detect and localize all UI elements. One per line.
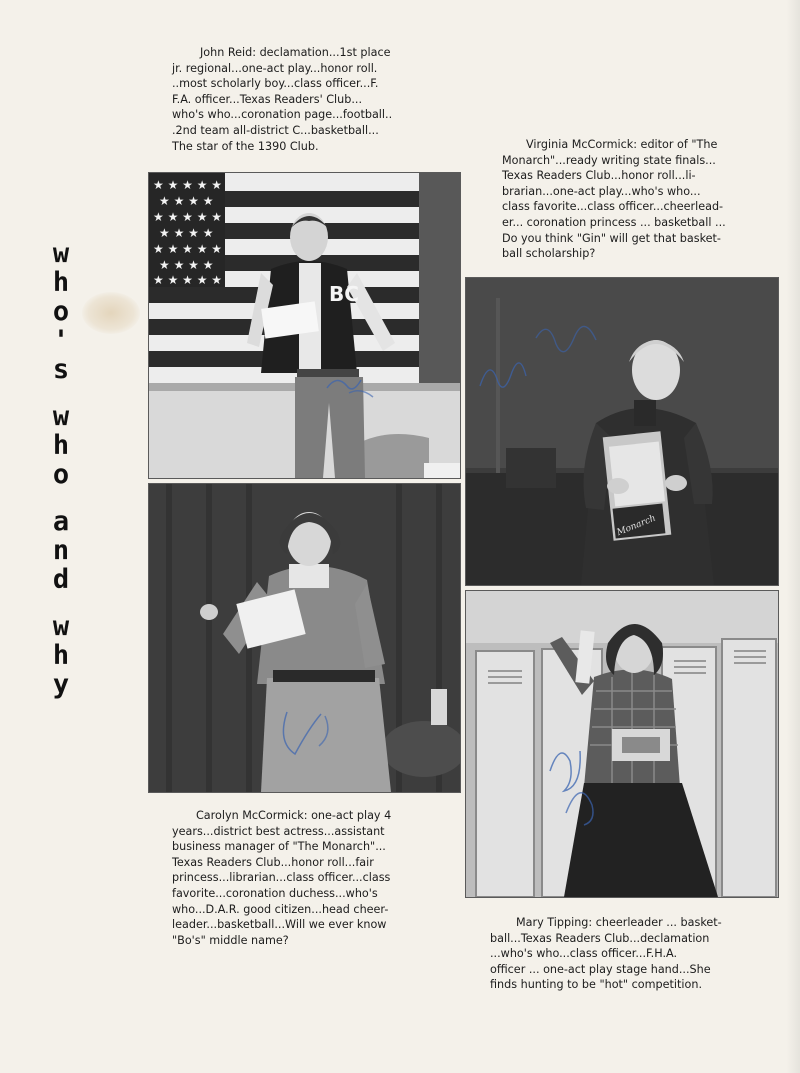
caption-line: Do you think "Gin" will get that basket- [502,231,721,245]
svg-text:★ ★ ★ ★ ★: ★ ★ ★ ★ ★ [153,210,223,224]
caption-line: John Reid: declamation...1st place [200,46,391,59]
caption-john-reid [172,45,434,154]
caption-line: business manager of "The Monarch"... [172,840,386,854]
caption-line: ...who's who...class officer...F.H.A. [490,947,678,961]
svg-text:★ ★ ★ ★: ★ ★ ★ ★ [159,226,214,240]
caption-line: Texas Readers Club...honor roll...fair [172,855,374,869]
svg-text:★ ★ ★ ★: ★ ★ ★ ★ [159,194,214,208]
photo-carolyn-mccormick [148,483,461,793]
svg-text:★ ★ ★ ★ ★: ★ ★ ★ ★ ★ [153,273,223,287]
caption-line: years...district best actress...assistant [172,824,385,838]
caption-line: brarian...one-act play...who's who... [502,184,701,198]
side-title [46,238,76,698]
photo-virginia-mccormick [465,277,779,586]
caption-line: "Bo's" middle name? [172,933,289,947]
caption-line: Texas Readers Club...honor roll...li- [502,169,696,183]
caption-line: Virginia McCormick: editor of "The [526,138,718,151]
jacket-letters: BC [329,282,359,306]
svg-text:★ ★ ★ ★ ★: ★ ★ ★ ★ ★ [153,178,223,192]
caption-line: jr. regional...one-act play...honor roll. [172,61,378,75]
caption-mary-tipping [490,915,752,993]
caption-line: ball scholarship? [502,247,596,261]
caption-line: ball...Texas Readers Club...declamation [490,931,710,945]
paper-stain [82,292,140,334]
photo-john-reid [148,172,461,479]
caption-carolyn-mccormick [172,808,434,948]
side-title-word: why [45,611,77,698]
caption-line: .2nd team all-district C...basketball... [172,123,379,137]
svg-text:★ ★ ★ ★: ★ ★ ★ ★ [159,258,214,272]
caption-line: princess...librarian...class officer...class [172,871,391,885]
clipboard-text: Monarch [615,513,658,539]
caption-line: ..most scholarly boy...class officer...F. [172,77,379,91]
caption-line: er... coronation princess ... basketball ... [502,215,726,229]
caption-virginia-mccormick [502,137,764,262]
caption-line: Carolyn McCormick: one-act play 4 [196,809,392,822]
caption-line: Mary Tipping: cheerleader ... basket- [516,916,722,929]
side-title-word: who's [45,238,77,383]
caption-line: class favorite...class officer...cheerlead- [502,200,724,214]
caption-line: F.A. officer...Texas Readers' Club... [172,92,363,106]
svg-text:★ ★ ★ ★ ★: ★ ★ ★ ★ ★ [153,242,223,256]
side-title-word: who [45,401,77,488]
page-edge-shadow [786,0,800,1073]
caption-line: The star of the 1390 Club. [172,139,319,153]
caption-line: officer ... one-act play stage hand...She [490,962,711,976]
caption-line: finds hunting to be "hot" competition. [490,978,702,992]
caption-line: leader...basketball...Will we ever know [172,918,387,932]
caption-line: Monarch"...ready writing state finals... [502,153,716,167]
side-title-word: and [45,506,77,593]
caption-line: who...D.A.R. good citizen...head cheer- [172,902,389,916]
caption-line: who's who...coronation page...football.. [172,108,393,122]
caption-line: favorite...coronation duchess...who's [172,886,378,900]
photo-mary-tipping [465,590,779,898]
